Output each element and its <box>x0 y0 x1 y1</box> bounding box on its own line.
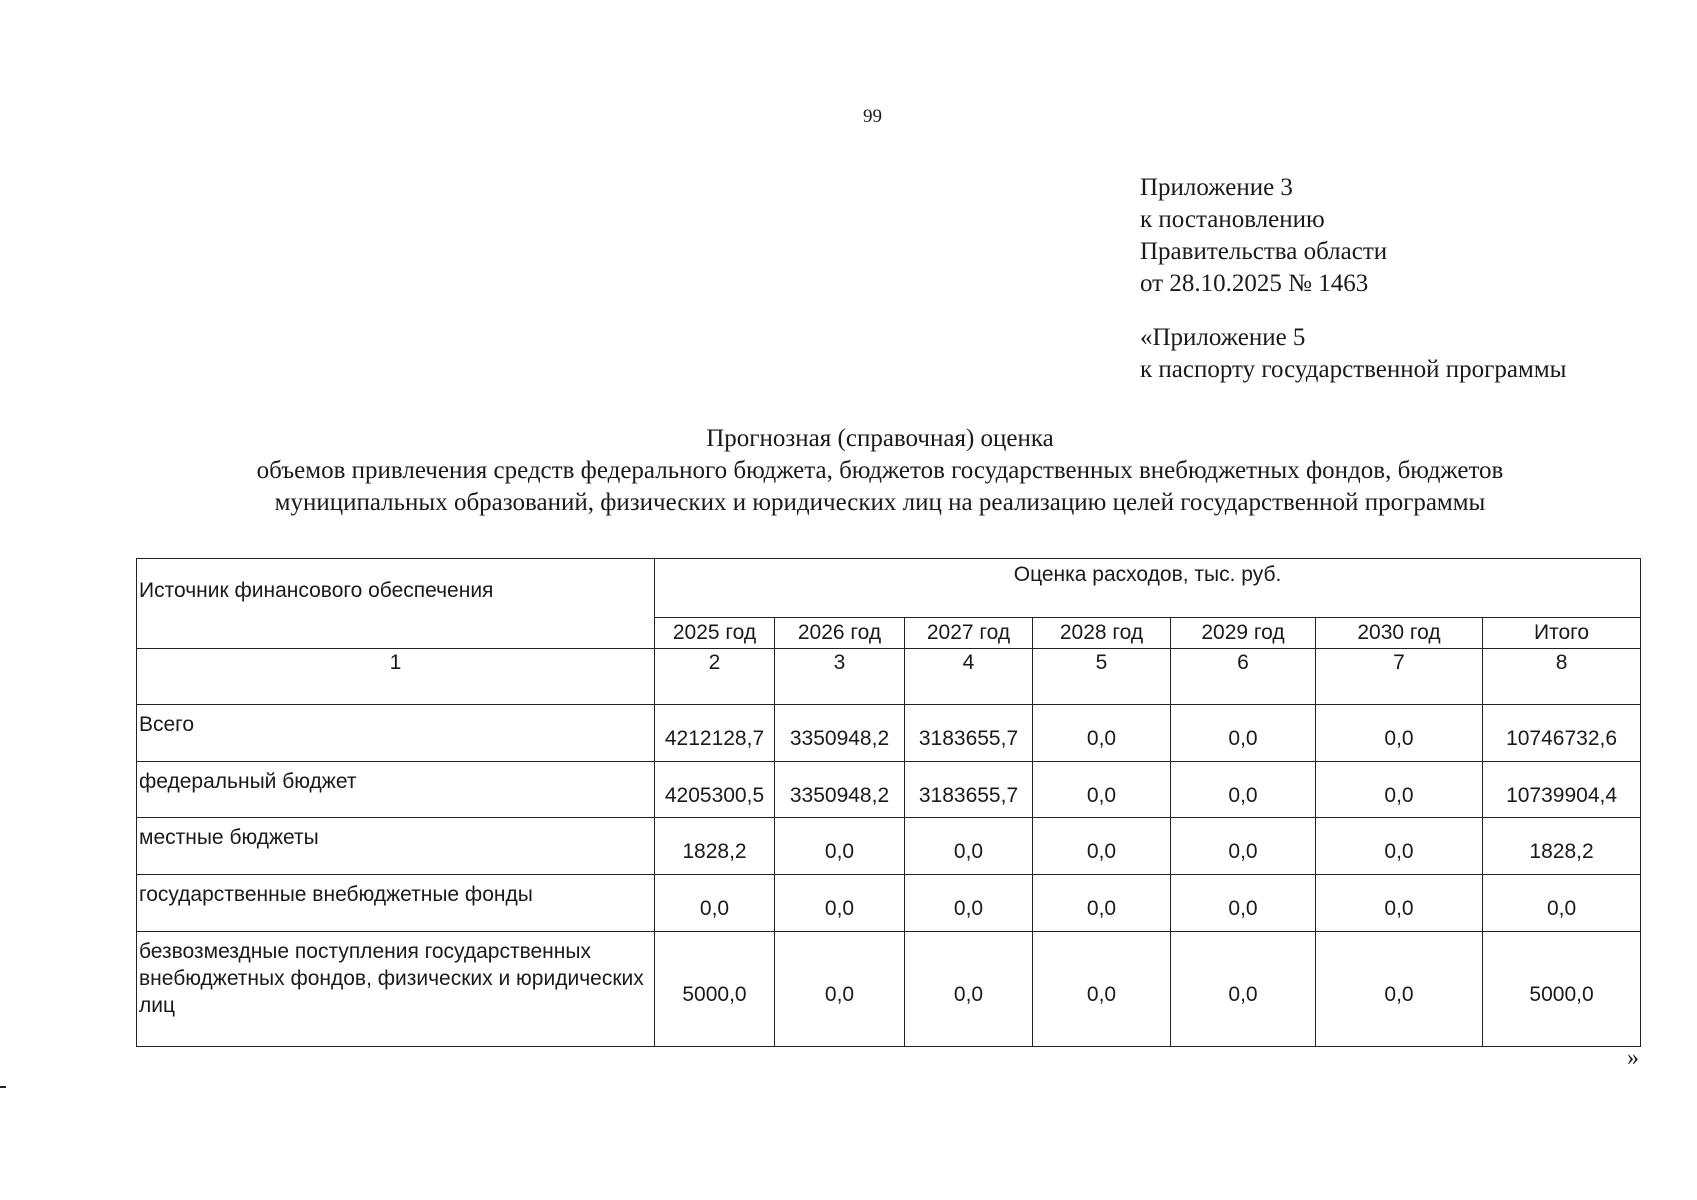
cell-value: 0,0 <box>1316 762 1483 818</box>
financing-table <box>136 558 1641 1047</box>
cell-value: 0,0 <box>905 818 1033 875</box>
cell-value: 0,0 <box>1316 705 1483 762</box>
row-label: безвозмездные поступления государственных внебюджетных фондов, физических и юридических лиц <box>137 932 655 1047</box>
document-title <box>130 423 1630 519</box>
cell-value: 4212128,7 <box>655 705 775 762</box>
cell-value: 0,0 <box>1316 875 1483 932</box>
table-row <box>137 705 1641 762</box>
cell-value: 0,0 <box>1316 818 1483 875</box>
header-year: 2027 год <box>905 618 1033 649</box>
cell-value: 0,0 <box>1171 875 1316 932</box>
closing-quote: » <box>1627 1045 1639 1071</box>
cell-value: 0,0 <box>775 875 905 932</box>
appendix-heading <box>1140 172 1387 300</box>
row-label: государственные внебюджетные фонды <box>137 875 655 932</box>
cell-value: 0,0 <box>1171 762 1316 818</box>
column-number: 5 <box>1033 649 1171 705</box>
column-number: 7 <box>1316 649 1483 705</box>
cell-value: 0,0 <box>1033 762 1171 818</box>
cell-value: 0,0 <box>1171 705 1316 762</box>
row-label: местные бюджеты <box>137 818 655 875</box>
appendix-quoted-line: к паспорту государственной программы <box>1140 356 1567 383</box>
column-number: 1 <box>137 649 655 705</box>
header-source: Источник финансового обеспечения <box>137 559 655 649</box>
appendix-line: Правительства области <box>1140 238 1388 265</box>
appendix-line: от 28.10.2025 № 1463 <box>1140 270 1369 297</box>
cell-value: 3183655,7 <box>905 705 1033 762</box>
cell-value: 0,0 <box>1171 818 1316 875</box>
column-number: 8 <box>1483 649 1641 705</box>
appendix-line: Приложение 3 <box>1140 174 1293 201</box>
row-label: федеральный бюджет <box>137 762 655 818</box>
page-number: 99 <box>863 106 882 127</box>
appendix-line: к постановлению <box>1140 206 1325 233</box>
table-row <box>137 818 1641 875</box>
appendix-quoted-line: «Приложение 5 <box>1140 324 1306 351</box>
cell-value: 0,0 <box>1171 932 1316 1047</box>
margin-mark <box>0 1086 6 1088</box>
cell-value: 3350948,2 <box>775 705 905 762</box>
cell-value: 3183655,7 <box>905 762 1033 818</box>
cell-value: 0,0 <box>655 875 775 932</box>
cell-value: 10746732,6 <box>1483 705 1641 762</box>
header-estimate: Оценка расходов, тыс. руб. <box>655 559 1641 618</box>
cell-value: 0,0 <box>905 875 1033 932</box>
cell-value: 0,0 <box>905 932 1033 1047</box>
header-year: 2030 год <box>1316 618 1483 649</box>
cell-value: 5000,0 <box>1483 932 1641 1047</box>
cell-value: 1828,2 <box>655 818 775 875</box>
column-number: 2 <box>655 649 775 705</box>
column-number: 4 <box>905 649 1033 705</box>
cell-value: 5000,0 <box>655 932 775 1047</box>
cell-value: 4205300,5 <box>655 762 775 818</box>
table-row <box>137 762 1641 818</box>
cell-value: 3350948,2 <box>775 762 905 818</box>
title-line-1: Прогнозная (справочная) оценка <box>706 425 1054 452</box>
row-label: Всего <box>137 705 655 762</box>
table-row <box>137 875 1641 932</box>
header-year: 2028 год <box>1033 618 1171 649</box>
cell-value: 0,0 <box>1033 932 1171 1047</box>
cell-value: 0,0 <box>775 818 905 875</box>
header-year: 2029 год <box>1171 618 1316 649</box>
column-number: 6 <box>1171 649 1316 705</box>
cell-value: 0,0 <box>1316 932 1483 1047</box>
appendix-quoted-heading <box>1140 322 1566 386</box>
title-line-2: объемов привлечения средств федерального бюджета, бюджетов государственных внебюджетных фондов, бюджетов <box>256 457 1504 484</box>
column-number: 3 <box>775 649 905 705</box>
header-year: 2026 год <box>775 618 905 649</box>
cell-value: 0,0 <box>1033 818 1171 875</box>
cell-value: 0,0 <box>1483 875 1641 932</box>
cell-value: 10739904,4 <box>1483 762 1641 818</box>
header-total: Итого <box>1483 618 1641 649</box>
title-line-3: муниципальных образований, физических и юридических лиц на реализацию целей государственной программы <box>274 489 1486 516</box>
cell-value: 0,0 <box>775 932 905 1047</box>
cell-value: 0,0 <box>1033 705 1171 762</box>
header-year: 2025 год <box>655 618 775 649</box>
cell-value: 1828,2 <box>1483 818 1641 875</box>
cell-value: 0,0 <box>1033 875 1171 932</box>
table-row <box>137 932 1641 1047</box>
